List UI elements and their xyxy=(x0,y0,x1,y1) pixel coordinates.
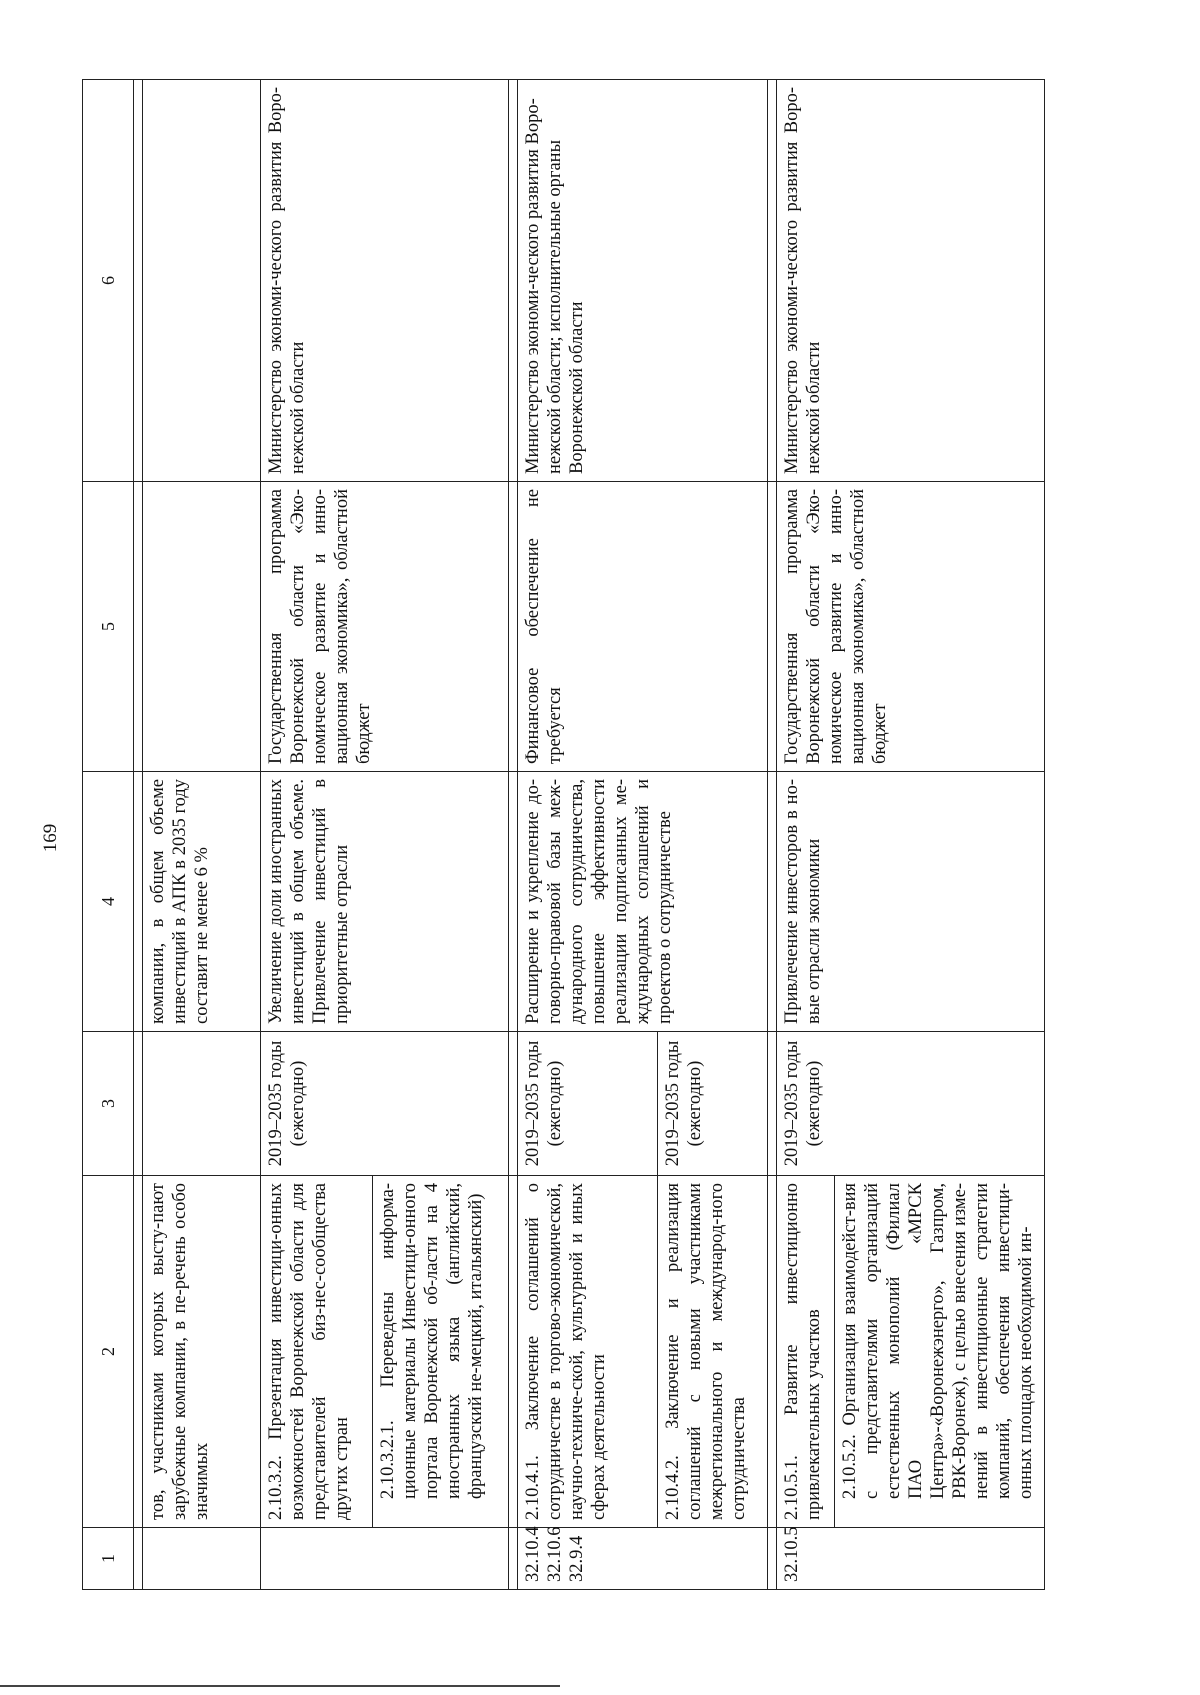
cell-result: компании, в общем объеме инвестиций в АПК в 2035 году составит не менее 6 % xyxy=(143,772,261,1032)
cell-responsible: Министерство экономи-ческого развития Воро-нежской области; исполнительные органы Воронежской области xyxy=(518,80,768,482)
header-col-5: 5 xyxy=(83,482,134,772)
header-row xyxy=(83,80,134,1590)
footer-rule xyxy=(0,1685,560,1687)
cell-responsible: Министерство экономи-ческого развития Воро-нежской области xyxy=(777,80,1045,482)
cell-responsible: Министерство экономи-ческого развития Воро-нежской области xyxy=(261,80,509,482)
cell-result: Расширение и укрепление до-говорно-правовой базы меж-дународного сотрудничества, повышение эффективности реализации подписанных ме-ждународных соглашений и проектов о сотрудничестве xyxy=(518,772,768,1032)
table-row xyxy=(261,80,373,1590)
cell-funding: Государственная программа Воронежской области «Эко-номическое развитие и инно-вационная экономика», областной бюджет xyxy=(777,482,1045,772)
header-col-4: 4 xyxy=(83,772,134,1032)
cell-activity: 2.10.3.2. Презентация инвестици-онных возможностей Воронежской области для представителей биз-нес-сообщества других стран xyxy=(261,1176,373,1528)
cell-period: 2019–2035 годы (ежегодно) xyxy=(261,1032,509,1176)
cell-code xyxy=(143,1528,261,1590)
page-number: 169 xyxy=(40,823,61,853)
cell-period: 2019–2035 годы (ежегодно) xyxy=(518,1032,658,1176)
spacer-row xyxy=(768,80,777,1590)
rotated-table-wrapper xyxy=(82,80,1090,1590)
cell-activity: тов, участниками которых высту-пают зарубежные компании, в пе-речень особо значимых xyxy=(143,1176,261,1528)
cell-activity-sub: 2.10.5.2. Организация взаимодейст-вия с представителями организаций естественных монополий (Филиал ПАО «МРСК Центра»-«Воронежэнерго», Газпром, РВК-Воронеж), с целью внесения изме-нений в инвестиционные стратегии компаний, обеспечения инвестици-онных площадок необходимой ин- xyxy=(835,1176,1045,1528)
cell-code xyxy=(261,1528,509,1590)
cell-activity: 2.10.4.1. Заключение соглашений о сотрудничестве в торгово-экономической, научно-техниче-ской, культурной и иных сферах деятельности xyxy=(518,1176,658,1528)
cell-activity: 2.10.5.1. Развитие инвестиционно привлекательных участков xyxy=(777,1176,835,1528)
cell-period: 2019–2035 годы (ежегодно) xyxy=(658,1032,768,1176)
table-row xyxy=(518,80,658,1590)
header-col-1: 1 xyxy=(83,1528,134,1590)
header-col-6: 6 xyxy=(83,80,134,482)
table-row xyxy=(143,80,261,1590)
table-row xyxy=(777,80,835,1590)
cell-activity: 2.10.4.2. Заключение и реализация соглашений с новыми участниками межрегионального и международ-ного сотрудничества xyxy=(658,1176,768,1528)
cell-period xyxy=(143,1032,261,1176)
cell-funding: Финансовое обеспечение не требуется xyxy=(518,482,768,772)
cell-code: 32.10.4 32.10.6 32.9.4 xyxy=(518,1528,768,1590)
cell-code: 32.10.5 xyxy=(777,1528,1045,1590)
cell-activity-sub: 2.10.3.2.1. Переведены информа-ционные материалы Инвестици-онного портала Воронежской об-ласти на 4 иностранных языка (английский, французский не-мецкий, итальянский) xyxy=(373,1176,509,1528)
header-col-2: 2 xyxy=(83,1176,134,1528)
cell-result: Увеличение доли иностранных инвестиций в общем объеме. Привлечение инвестиций в приоритетные отрасли xyxy=(261,772,509,1032)
cell-period: 2019–2035 годы (ежегодно) xyxy=(777,1032,1045,1176)
spacer-row xyxy=(134,80,143,1590)
cell-funding xyxy=(143,482,261,772)
header-col-3: 3 xyxy=(83,1032,134,1176)
plan-table xyxy=(82,79,1045,1590)
cell-result: Привлечение инвесторов в но-вые отрасли экономики xyxy=(777,772,1045,1032)
spacer-row xyxy=(509,80,518,1590)
cell-responsible xyxy=(143,80,261,482)
cell-funding: Государственная программа Воронежской области «Эко-номическое развитие и инно-вационная экономика», областной бюджет xyxy=(261,482,509,772)
